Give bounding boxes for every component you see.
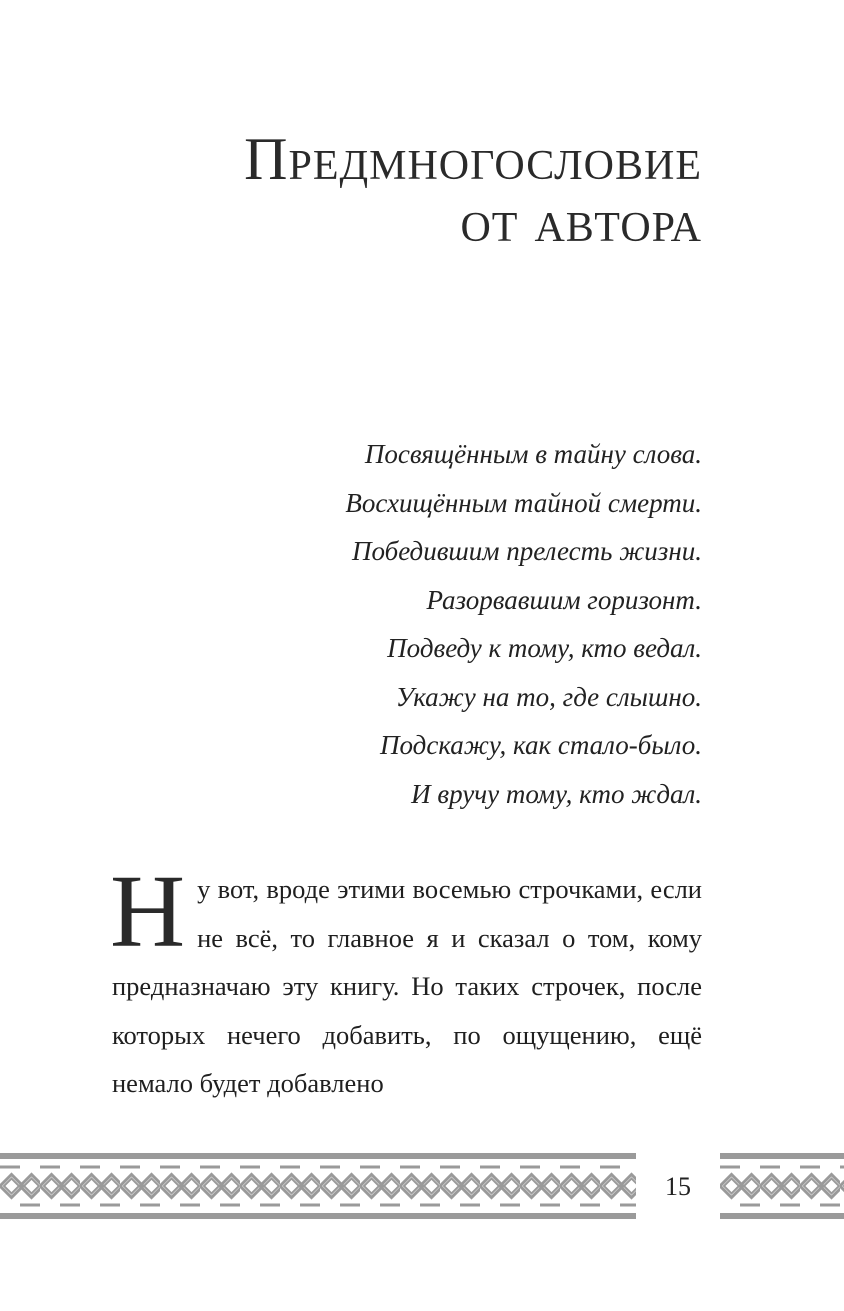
epigraph-line: И вручу тому, кто ждал.: [411, 778, 702, 809]
footer-ornament-left: [0, 1153, 636, 1219]
epigraph-line: Победившим прелесть жизни.: [352, 536, 702, 566]
page-number: 15: [665, 1172, 691, 1201]
knot-ornament-icon: [0, 1163, 636, 1209]
epigraph-line: Восхищённым тайной смерти.: [345, 487, 702, 518]
paragraph-text: у вот, вроде этими восемью строчками, если не всё, то главное я и сказал о том, кому предназначаю эту книгу. Но таких строчек, после которых нечего добавить, по ощущению, ещё немало будет добавлено: [112, 874, 702, 1098]
chapter-title: [82, 128, 702, 252]
epigraph-line: Подведу к тому, кто ведал.: [387, 633, 702, 663]
epigraph-line: Разорвавшим горизонт.: [426, 584, 702, 615]
epigraph-line: Подскажу, как стало-было.: [380, 730, 702, 760]
chapter-title-line-1: Предмногословие: [244, 126, 702, 192]
epigraph-line: Укажу на то, где слышно.: [395, 681, 702, 712]
drop-cap: Н: [110, 854, 186, 969]
epigraph: [182, 430, 702, 818]
body-paragraph: [110, 854, 702, 1108]
knot-ornament-icon: [720, 1163, 844, 1209]
epigraph-line: Посвящённым в тайну слова.: [364, 439, 702, 469]
chapter-title-line-2: от автора: [460, 188, 702, 254]
footer-ornament-right: [720, 1153, 844, 1219]
